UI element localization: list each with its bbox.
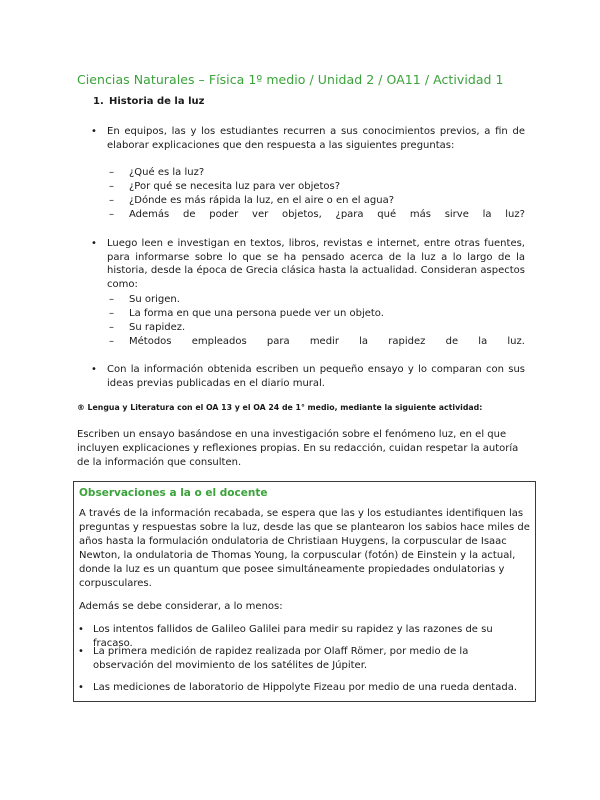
dash-glyph: – [109,195,114,206]
activity-bullet-2 [91,237,525,292]
aspect-list [109,293,525,349]
list-item: • La primera medición de rapidez realizada por Olaff Römer, por medio de la observación del movimiento de los satélites de Júpiter. [78,646,469,671]
activity-bullet-3 [91,363,525,390]
list-item: – La forma en que una persona puede ver un objeto. [109,308,384,319]
list-item: – Su rapidez. [109,322,186,333]
bullet-glyph: • [78,646,84,657]
essay-paragraph: Escriben un ensayo basándose en una investigación sobre el fenómeno luz, en el que incluyen explicaciones y reflexiones propias. En su redacción, cuidan respetar la autoría de la información que consulten. [77,429,519,468]
list-item: – Su origen. [109,294,180,305]
dash-glyph: – [109,181,114,192]
list-item: – Además de poder ver objetos, ¿para qué más sirve la luz? [109,209,525,220]
bullet-glyph: • [78,682,84,693]
section-title-text: Historia de la luz [109,96,205,107]
page-header: Ciencias Naturales – Física 1º medio / Unidad 2 / OA11 / Actividad 1 [77,72,504,87]
dash-glyph: – [109,167,114,178]
list-item: – ¿Qué es la luz? [109,167,205,178]
observations-intro: Además se debe considerar, a lo menos: [79,601,283,612]
dash-glyph: – [109,308,114,319]
list-item: • Las mediciones de laboratorio de Hippolyte Fizeau por medio de una rueda dentada. [78,682,518,693]
list-item: – ¿Por qué se necesita luz para ver objetos? [109,181,341,192]
bullet-glyph: • [91,238,97,249]
list-item: – Métodos empleados para medir la rapidez de la luz. [109,336,525,347]
integration-note: ® Lengua y Literatura con el OA 13 y el OA 24 de 1° medio, mediante la siguiente actividad: [77,403,483,412]
dash-glyph: – [109,294,114,305]
dash-glyph: – [109,336,114,347]
dash-glyph: – [109,322,114,333]
bullet-3-text: Con la información obtenida escriben un pequeño ensayo y lo comparan con sus ideas previas publicadas en el diario mural. [107,364,525,389]
bullet-1-text: En equipos, las y los estudiantes recurren a sus conocimientos previos, a fin de elaborar explicaciones que den respuesta a las siguientes preguntas: [107,126,525,151]
observations-paragraph: A través de la información recabada, se espera que las y los estudiantes identifiquen las preguntas y respuestas sobre la luz, desde las que se plantearon los sabios hace miles de años hasta la formulación ondulatoria de Christiaan Huygens, la corpuscular de Isaac Newton, la ondulatoria de Thomas Young, la corpuscular (fotón) de Einstein y la actual, donde la luz es un quantum que posee simultáneamente propiedades ondulatorias y corpusculares. [79,508,530,589]
question-list [109,166,525,222]
bullet-glyph: • [78,624,84,635]
section-number: 1. [93,96,104,107]
observations-title: Observaciones a la o el docente [79,487,268,499]
bullet-glyph: • [91,364,97,375]
bullet-glyph: • [91,126,97,137]
section-title [93,96,204,107]
teacher-observations-box [73,481,536,702]
list-item: • Los intentos fallidos de Galileo Galilei para medir su rapidez y las razones de su fracaso. [78,624,493,649]
list-item: – ¿Dónde es más rápida la luz, en el aire o en el agua? [109,195,394,206]
bullet-2-text: Luego leen e investigan en textos, libros, revistas e internet, entre otras fuentes, para informarse sobre lo que se ha pensado acerca de la luz a lo largo de la historia, desde la época de Grecia clásica hasta la actualidad. Consideran aspectos como: [107,238,525,291]
dash-glyph: – [109,209,114,220]
activity-bullet-1 [91,125,525,152]
